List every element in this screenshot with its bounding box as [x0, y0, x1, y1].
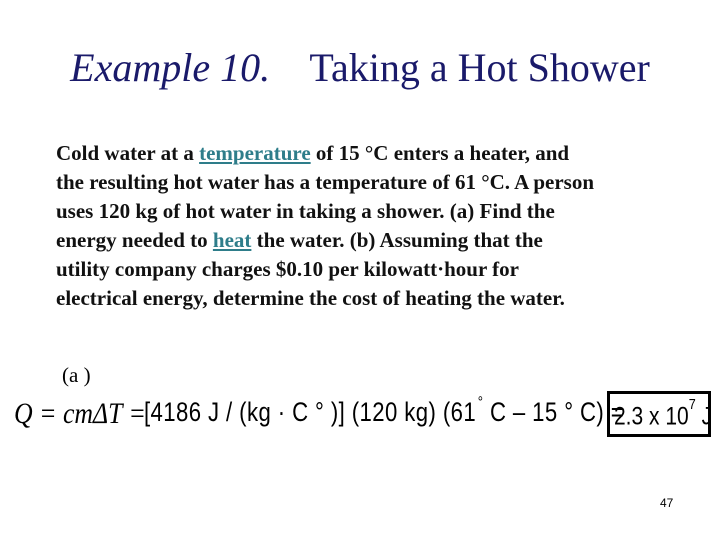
page-number: 47 — [660, 496, 674, 510]
problem-text — [56, 139, 696, 313]
result-unit: J — [695, 402, 713, 430]
text-run: the water. (b) Assuming that the — [251, 228, 543, 252]
result-mantissa: 2.3 x 10 — [614, 402, 689, 430]
problem-line-2: the resulting hot water has a temperature of 61 °C. A person — [56, 170, 595, 194]
text-run: Cold water at a — [56, 141, 200, 165]
result-exponent: 7 — [688, 395, 696, 413]
equation-lhs: Q = cmΔT = — [14, 397, 146, 430]
heat-link[interactable]: heat — [212, 228, 252, 252]
equation-rhs-part-a: [4186 J / (kg · C ° )] (120 kg) (61 — [144, 397, 477, 427]
slide-title — [0, 44, 720, 91]
title-text: Taking a Hot Shower — [309, 45, 650, 90]
title-example: Example 10. — [70, 45, 271, 90]
problem-line-1 — [56, 139, 696, 168]
problem-line-6: electrical energy, determine the cost of heating the water. — [56, 286, 565, 310]
result-value — [614, 395, 713, 431]
equation-rhs-part-b: C – 15 ° C) = — [489, 397, 625, 427]
title-spacer — [280, 45, 300, 90]
temperature-link[interactable]: temperature — [199, 141, 311, 165]
problem-line-3: uses 120 kg of hot water in taking a shower. (a) Find the — [56, 199, 555, 223]
part-a-label: (a ) — [62, 363, 91, 387]
result-box — [607, 391, 711, 437]
text-run: of 15 °C enters a heater, and — [310, 141, 570, 165]
degree-symbol: ° — [477, 394, 484, 411]
text-run: energy needed to — [56, 228, 213, 252]
problem-line-5: utility company charges $0.10 per kilowatt·hour for — [56, 257, 519, 281]
equation-rhs — [144, 394, 625, 428]
problem-line-4 — [56, 226, 696, 255]
